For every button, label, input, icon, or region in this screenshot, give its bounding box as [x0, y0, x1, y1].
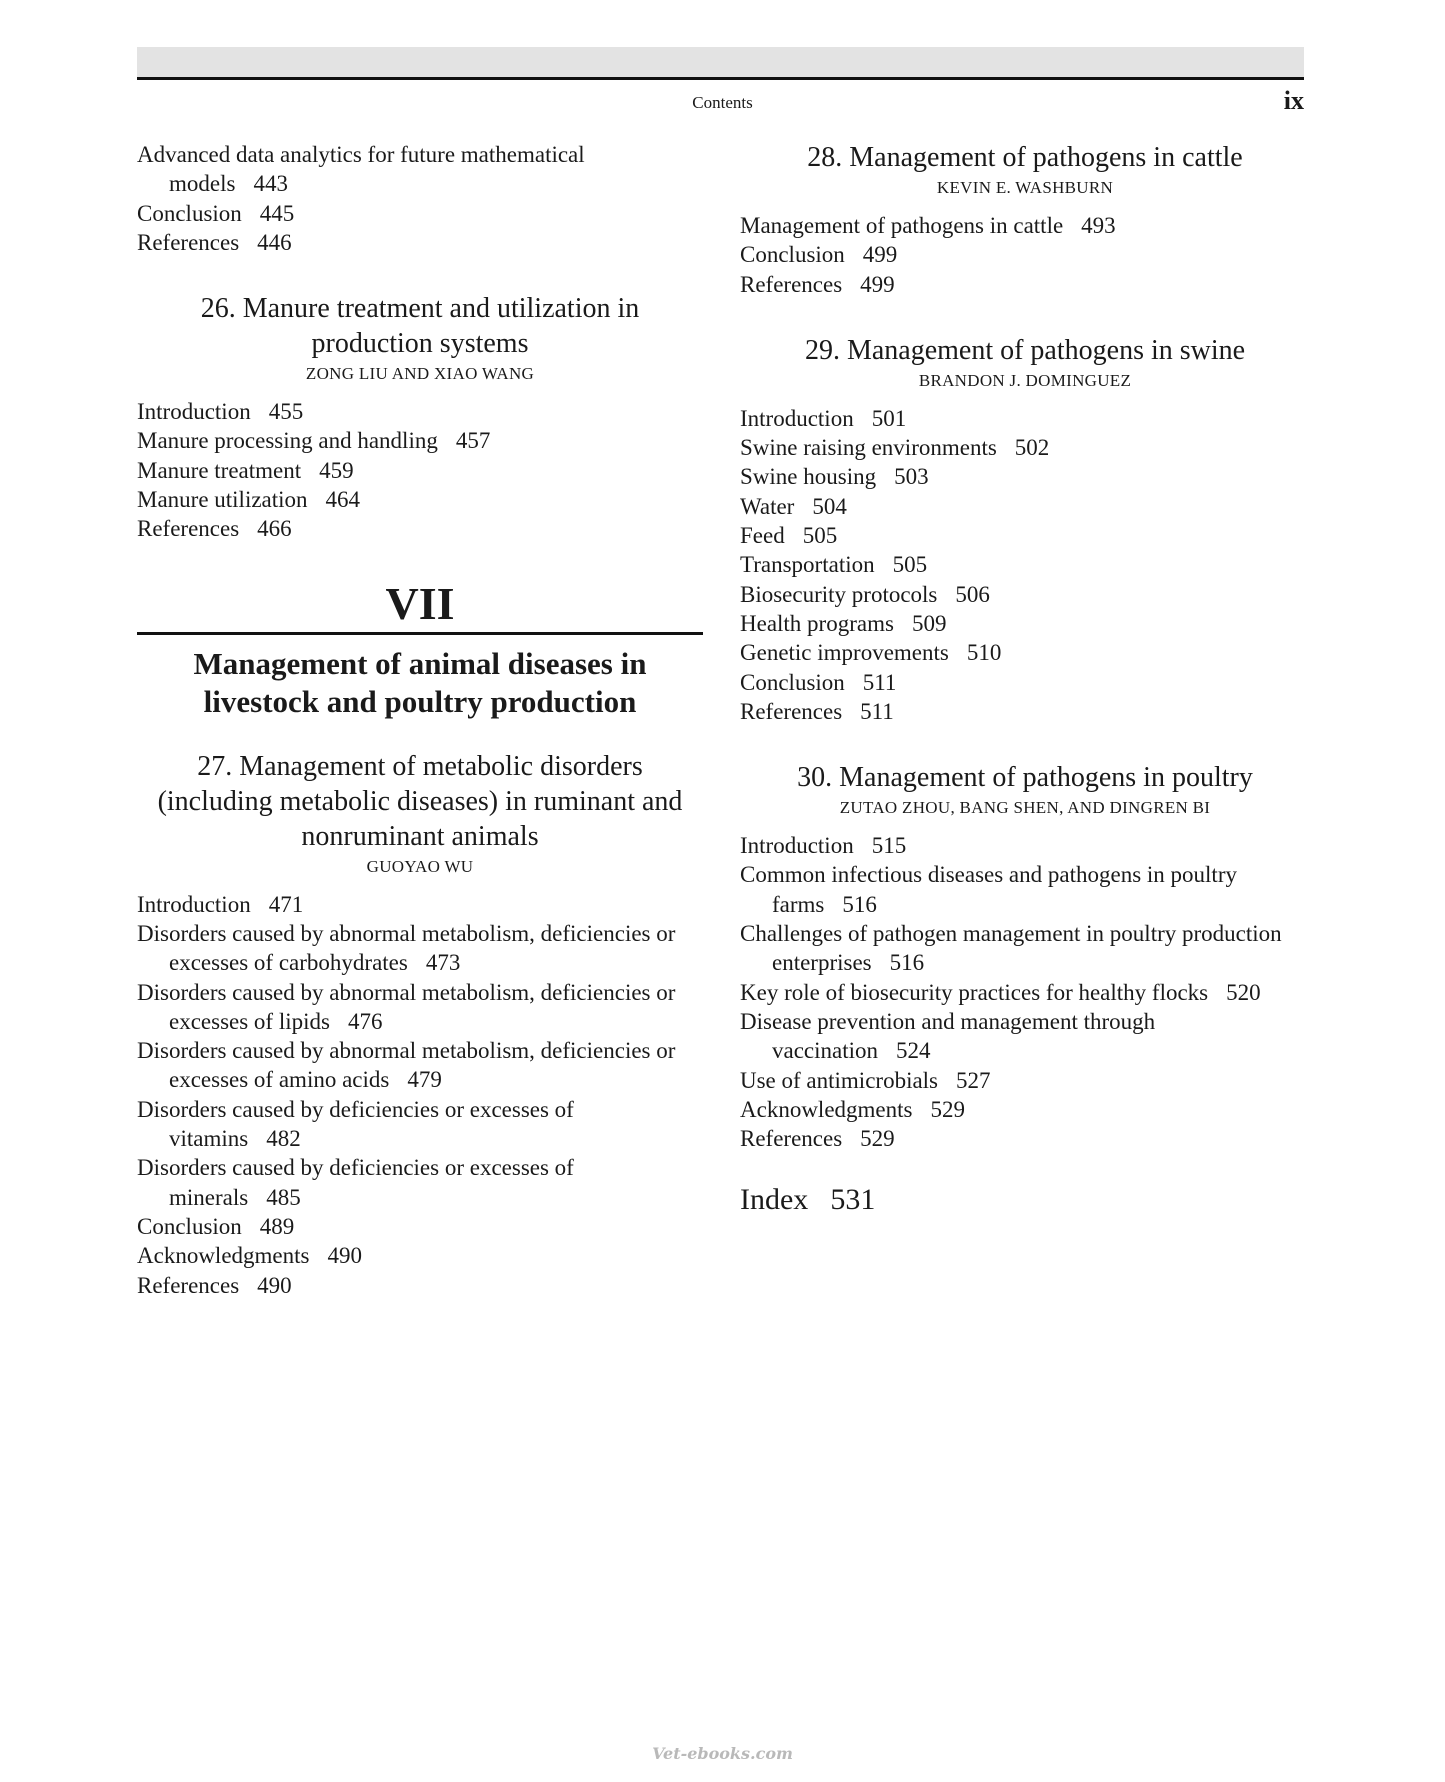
toc-entry-title: Manure utilization [137, 487, 308, 513]
toc-entry-page: 510 [966, 640, 1002, 666]
toc-entry-page: 455 [268, 399, 304, 425]
toc-entry[interactable] [740, 492, 1310, 521]
toc-entry-page: 471 [268, 891, 304, 917]
toc-entry-title: References [740, 698, 843, 724]
toc-entry-page: 490 [257, 1272, 292, 1298]
toc-entry[interactable] [740, 580, 1310, 609]
toc-entry[interactable] [740, 697, 1310, 726]
toc-entry-page: 443 [253, 171, 288, 197]
toc-entry[interactable] [137, 514, 703, 543]
toc-entry-page: 445 [259, 200, 295, 226]
toc-entry[interactable] [740, 211, 1310, 240]
toc-entry-page: 504 [812, 493, 847, 519]
toc-list [137, 890, 703, 1300]
toc-entry-title: Disorders caused by deficiencies or excesses of minerals [137, 1155, 574, 1210]
header-bar [137, 47, 1304, 77]
chapter-authors: ZONG LIU AND XIAO WANG [305, 364, 535, 384]
toc-entry-page: 515 [871, 833, 907, 859]
toc-entry[interactable] [137, 1036, 703, 1095]
toc-entry[interactable] [740, 462, 1310, 491]
toc-entry-title: Disorders caused by abnormal metabolism, deficiencies or excesses of lipids [137, 979, 676, 1034]
toc-entry[interactable] [740, 1066, 1310, 1095]
chapter-authors: GUOYAO WU [366, 856, 474, 876]
chapter-title[interactable]: 26. Manure treatment and utilization in production systems [200, 293, 640, 360]
toc-entry[interactable] [137, 1271, 703, 1300]
toc-entry[interactable] [740, 550, 1310, 579]
toc-entry-title: Acknowledgments [137, 1243, 310, 1269]
toc-entry[interactable] [740, 638, 1310, 667]
toc-entry-page: 524 [896, 1038, 931, 1064]
toc-entry-title: Disease prevention and management through vaccination [740, 1008, 1156, 1064]
toc-entry-title: Transportation [740, 552, 875, 578]
toc-entry-title: Swine housing [740, 464, 877, 490]
index-entry[interactable] [740, 1183, 1310, 1217]
toc-entry-title: Conclusion [137, 200, 242, 226]
toc-entry[interactable] [740, 521, 1310, 550]
toc-entry[interactable] [137, 1095, 703, 1154]
toc-entry[interactable] [740, 404, 1310, 433]
part-title: Management of animal diseases in livestock and poultry production [193, 645, 647, 719]
toc-entry[interactable] [137, 397, 703, 426]
toc-entry-title: Genetic improvements [740, 640, 949, 666]
chapter-authors: ZUTAO ZHOU, BANG SHEN, AND DINGREN BI [839, 798, 1211, 818]
toc-entry-page: 527 [956, 1067, 991, 1093]
toc-entry-page: 503 [894, 464, 929, 490]
toc-entry[interactable] [137, 199, 703, 228]
toc-entry-title: Disorders caused by deficiencies or excesses of vitamins [137, 1096, 574, 1152]
toc-entry-title: Management of pathogens in cattle [740, 213, 1064, 238]
toc-entry[interactable] [740, 860, 1310, 919]
toc-entry-title: References [740, 271, 843, 297]
toc-list [137, 397, 703, 543]
toc-entry[interactable] [740, 831, 1310, 860]
toc-entry-page: 485 [266, 1184, 301, 1210]
toc-entry[interactable] [137, 456, 703, 485]
chapter-title[interactable]: 30. Management of pathogens in poultry [797, 762, 1253, 794]
toc-entry-page: 516 [889, 950, 925, 976]
toc-entry-title: Manure processing and handling [137, 428, 438, 454]
toc-entry-page: 490 [327, 1243, 362, 1269]
toc-entry-title: Key role of biosecurity practices for healthy flocks [740, 979, 1209, 1005]
toc-entry-title: References [137, 229, 240, 255]
toc-entry-page: 529 [860, 1126, 895, 1152]
watermark: Vet-ebooks.com [652, 1744, 793, 1763]
toc-entry-page: 464 [325, 487, 361, 513]
toc-entry-page: 505 [802, 523, 838, 549]
toc-entry-page: 466 [257, 516, 292, 542]
toc-entry-title: Introduction [740, 833, 854, 859]
running-head: Contents [692, 93, 753, 112]
toc-entry[interactable] [137, 485, 703, 514]
toc-entry[interactable] [740, 668, 1310, 697]
toc-entry-page: 501 [871, 405, 907, 431]
toc-entry-title: Water [740, 493, 795, 519]
toc-entry[interactable] [137, 1212, 703, 1241]
toc-entry[interactable] [137, 1241, 703, 1270]
chapter-title[interactable]: 29. Management of pathogens in swine [804, 334, 1246, 366]
toc-entry[interactable] [137, 919, 703, 978]
chapter-title[interactable]: 28. Management of pathogens in cattle [807, 142, 1243, 173]
toc-entry-page: 506 [955, 581, 990, 607]
toc-entry[interactable] [740, 1124, 1310, 1153]
toc-entry-title: Swine raising environments [740, 435, 997, 461]
toc-entry-title: Introduction [740, 405, 854, 431]
toc-entry[interactable] [740, 240, 1310, 269]
toc-entry[interactable] [137, 140, 703, 199]
toc-entry-page: 473 [425, 950, 461, 976]
toc-entry[interactable] [740, 978, 1310, 1007]
toc-entry-title: Biosecurity protocols [740, 581, 938, 607]
part-rule [137, 632, 703, 635]
toc-entry-page: 457 [455, 428, 491, 454]
page-number: ix [1283, 86, 1304, 115]
toc-entry-page: 489 [259, 1213, 295, 1239]
right-column [740, 140, 1310, 1217]
toc-entry-title: Feed [740, 523, 785, 549]
toc-entry[interactable] [137, 978, 703, 1037]
toc-entry-title: Conclusion [137, 1213, 242, 1239]
toc-entry-page: 499 [862, 242, 898, 268]
toc-entry-page: 493 [1081, 213, 1116, 238]
header-rule [137, 77, 1304, 80]
toc-entry[interactable] [740, 433, 1310, 462]
toc-entry-page: 511 [862, 669, 897, 695]
toc-entry-page: 499 [860, 271, 895, 297]
toc-entry-title: Health programs [740, 610, 894, 636]
index-label: Index [740, 1183, 809, 1217]
toc-entry-page: 476 [347, 1008, 383, 1034]
toc-entry-page: 511 [860, 698, 894, 724]
toc-entry[interactable] [137, 890, 703, 919]
toc-entry[interactable] [740, 270, 1310, 299]
toc-entry[interactable] [740, 609, 1310, 638]
toc-entry[interactable] [740, 919, 1310, 978]
toc-entry-title: Challenges of pathogen management in poultry production enterprises [740, 921, 1282, 976]
toc-entry-title: Advanced data analytics for future mathematical models [137, 142, 585, 197]
toc-entry-title: References [137, 516, 240, 542]
toc-entry[interactable] [740, 1007, 1310, 1066]
chapter-authors: BRANDON J. DOMINGUEZ [918, 370, 1132, 390]
toc-entry-page: 509 [911, 610, 947, 636]
toc-entry-page: 446 [257, 229, 292, 255]
toc-entry-page: 516 [842, 891, 877, 917]
toc-entry-title: Conclusion [740, 242, 845, 268]
toc-entry-page: 529 [930, 1096, 965, 1122]
toc-entry-title: References [740, 1126, 843, 1152]
toc-list [740, 404, 1310, 726]
toc-entry-title: Disorders caused by abnormal metabolism, deficiencies or excesses of amino acids [137, 1038, 676, 1093]
toc-list [137, 140, 703, 257]
chapter-authors: KEVIN E. WASHBURN [936, 178, 1114, 197]
toc-entry-title: Common infectious diseases and pathogens in poultry farms [740, 862, 1237, 917]
toc-entry[interactable] [137, 228, 703, 257]
toc-entry-title: Acknowledgments [740, 1096, 913, 1122]
toc-entry-title: Disorders caused by abnormal metabolism, deficiencies or excesses of carbohydrates [137, 920, 676, 976]
toc-entry-title: References [137, 1272, 240, 1298]
toc-entry-page: 505 [892, 552, 928, 578]
left-column [137, 140, 703, 1300]
toc-entry-title: Conclusion [740, 669, 845, 695]
toc-entry-page: 520 [1226, 979, 1261, 1005]
toc-entry-page: 459 [319, 457, 354, 483]
toc-entry[interactable] [740, 1095, 1310, 1124]
toc-entry-title: Manure treatment [137, 457, 302, 483]
chapter-title[interactable]: 27. Management of metabolic disorders (including metabolic diseases) in ruminant and nonruminant animals [157, 750, 683, 852]
toc-entry-page: 502 [1014, 435, 1050, 461]
index-page: 531 [830, 1183, 876, 1217]
part-numeral: VII [385, 577, 455, 629]
toc-entry-page: 479 [407, 1067, 442, 1093]
toc-entry-title: Introduction [137, 891, 251, 917]
toc-entry-title: Introduction [137, 399, 251, 425]
toc-entry[interactable] [137, 426, 703, 455]
toc-entry[interactable] [137, 1153, 703, 1212]
toc-entry-page: 482 [266, 1126, 301, 1152]
toc-entry-title: Use of antimicrobials [740, 1067, 939, 1093]
toc-list [740, 211, 1310, 299]
toc-list [740, 831, 1310, 1153]
